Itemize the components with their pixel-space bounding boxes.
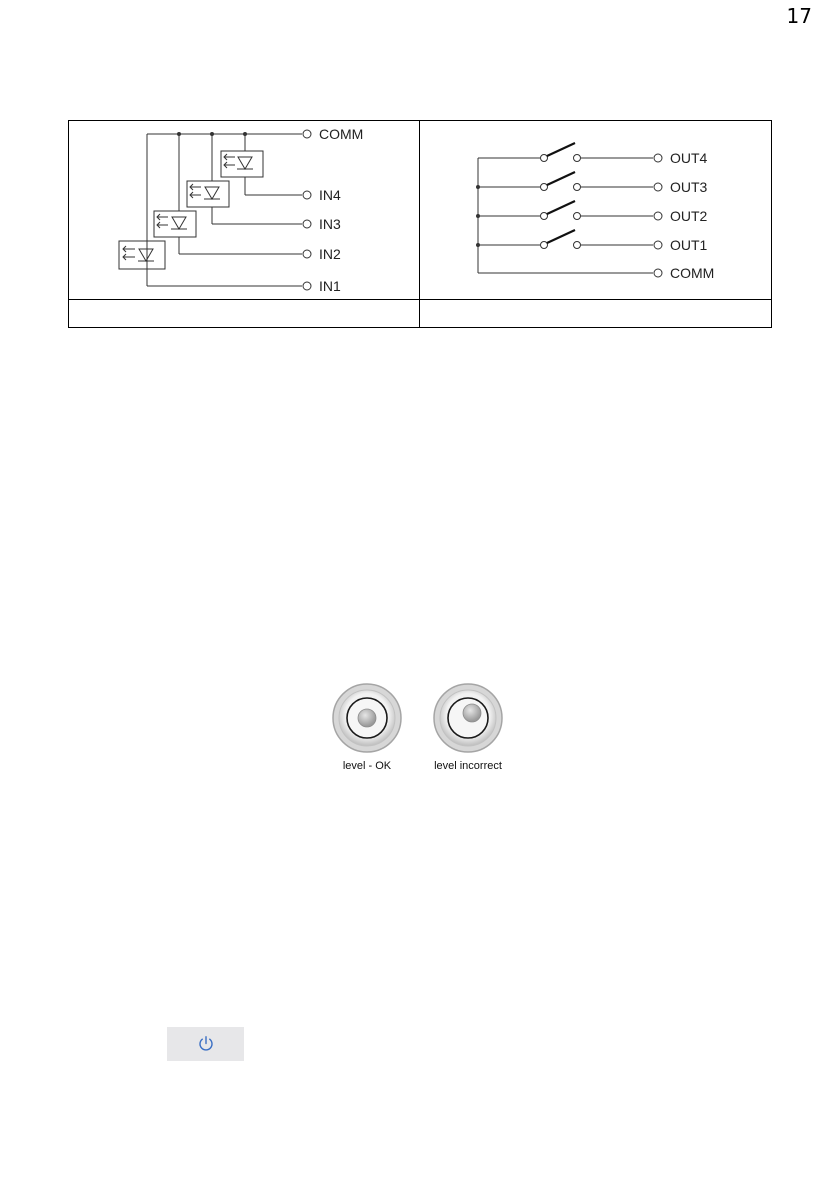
power-icon (197, 1035, 215, 1053)
label-out3: OUT3 (670, 179, 708, 195)
label-out4: OUT4 (670, 150, 708, 166)
inputs-wiring-diagram (69, 121, 419, 299)
label-in2: IN2 (319, 246, 341, 262)
label-comm-in: COMM (319, 126, 364, 142)
label-out2: OUT2 (670, 208, 708, 224)
level-indicator-figure (330, 682, 510, 774)
label-in4: IN4 (319, 187, 341, 203)
level-incorrect-label: level incorrect (434, 760, 502, 772)
label-comm-out: COMM (670, 265, 715, 281)
io-diagram-table (68, 120, 772, 328)
level-incorrect-icon (434, 684, 502, 752)
level-ok-label: level - OK (342, 760, 392, 772)
label-in1: IN1 (319, 278, 341, 294)
level-ok-icon (333, 684, 401, 752)
power-button[interactable] (167, 1027, 244, 1061)
table-row-divider (69, 299, 771, 300)
label-in3: IN3 (319, 216, 341, 232)
page-number: 17 (786, 4, 812, 28)
outputs-wiring-diagram (420, 121, 771, 299)
label-out1: OUT1 (670, 237, 708, 253)
